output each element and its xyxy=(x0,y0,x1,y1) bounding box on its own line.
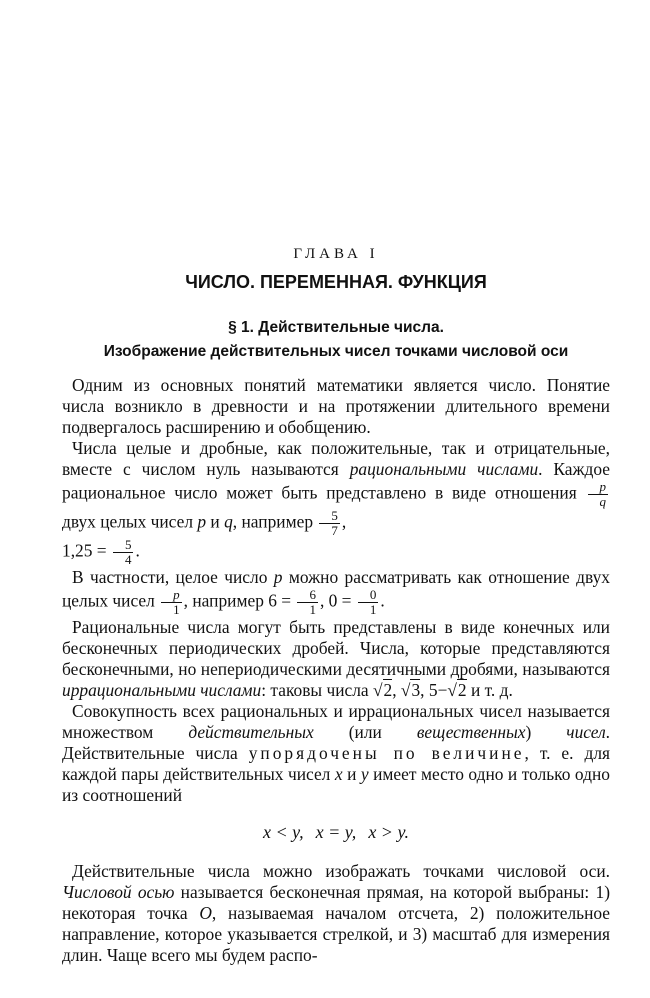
text: . Каждое рациональное число может быть представлено в виде отношения xyxy=(62,459,610,503)
text: и xyxy=(342,764,361,784)
term-rational: рациональными числами xyxy=(349,459,539,479)
numerator: 5 xyxy=(113,538,134,553)
var-q: q xyxy=(224,511,233,532)
relation-greater: x > y. xyxy=(368,822,409,842)
denominator: 4 xyxy=(124,552,132,567)
text: Рациональные числа могут быть представлены в виде конечных или бесконечных периодических дробей. Числа, которые представляются бесконечными, но непериодическими десятичными дробями, называются xyxy=(62,617,610,679)
numerator: p xyxy=(161,588,182,603)
text: ) xyxy=(525,722,567,742)
section-subtitle: Изображение действительных чисел точками числовой оси xyxy=(103,343,569,360)
fraction-p-q xyxy=(588,480,609,509)
text: (или xyxy=(313,722,417,742)
spaced-phrase: упорядочены по величине xyxy=(248,743,525,763)
numerator: 6 xyxy=(297,588,318,603)
sqrt-3: 3 xyxy=(411,680,421,700)
denominator: 1 xyxy=(309,602,316,617)
text: , например 6 = xyxy=(183,590,296,611)
relation-less: x < y, xyxy=(263,822,304,842)
text: двух целых чисел xyxy=(62,511,198,532)
text: называется бесконечная прямая, на которой выбраны: 1) некоторая точка xyxy=(62,882,610,923)
chapter-heading: ГЛАВА I xyxy=(293,246,379,262)
fraction-6-1 xyxy=(297,588,318,617)
var-x: x xyxy=(334,764,343,784)
numerator: 5 xyxy=(319,509,340,524)
text: , т. е. для каждой пары действительных чисел xyxy=(62,743,611,784)
fraction-0-1 xyxy=(358,588,379,617)
var-p: p xyxy=(197,511,207,532)
paragraph-3 xyxy=(62,567,610,617)
numerator: 0 xyxy=(358,588,379,603)
paragraph-4 xyxy=(62,617,610,701)
sqrt-2b: 2 xyxy=(457,680,467,700)
var-y: y xyxy=(360,764,369,784)
text: . Действительные числа xyxy=(62,722,611,763)
text: : таковы числа xyxy=(261,680,373,700)
section-title: § 1. Действительные числа. xyxy=(228,319,444,336)
paragraph-6 xyxy=(62,861,610,966)
fraction-5-7 xyxy=(319,509,340,538)
sqrt-sign: √ xyxy=(372,680,383,700)
term-irrational: иррациональными числами xyxy=(62,680,262,700)
text: Действительные числа можно изображать точками числовой оси. xyxy=(72,861,610,881)
text: , 5− xyxy=(420,680,448,700)
denominator: q xyxy=(599,494,606,509)
chapter-title: ЧИСЛО. ПЕРЕМЕННАЯ. ФУНКЦИЯ xyxy=(185,272,487,292)
paragraph-2 xyxy=(62,438,610,567)
denominator: 1 xyxy=(369,602,377,617)
text: Совокупность всех рациональных и иррациональных чисел называется множеством xyxy=(62,701,610,742)
sqrt-2: 2 xyxy=(383,680,393,700)
term-real-alt: вещественных xyxy=(416,722,526,742)
paragraph-5 xyxy=(62,701,610,806)
denominator: 1 xyxy=(173,602,180,617)
term-numbers: чисел xyxy=(566,722,606,742)
numerator: p xyxy=(588,480,609,495)
text: Числа целые и дробные, как положительные, так и отрицательные, вместе с числом нуль называются xyxy=(62,438,610,479)
text: В частности, целое число xyxy=(72,567,274,587)
sqrt-sign: √ xyxy=(447,680,457,700)
point-o: O xyxy=(199,903,212,923)
text: и xyxy=(206,511,225,532)
text: , 0 = xyxy=(319,590,356,611)
sqrt-sign: √ xyxy=(400,680,411,700)
text: , xyxy=(341,511,347,532)
fraction-5-4 xyxy=(113,538,134,567)
text: 1,25 = xyxy=(62,540,111,561)
body-text xyxy=(62,375,610,966)
paragraph-1: Одним из основных понятий математики является число. Понятие числа возникло в древности и на протяжении длительного времени подвергалось расширению и обобщению. xyxy=(62,375,610,437)
term-number-axis: Числовой осью xyxy=(62,882,175,902)
text: , называемая началом отсчета, 2) положительное направление, которое указывается стрелкой, и 3) масштаб для измерения длин. Чаще всего мы будем распо- xyxy=(62,903,611,965)
var-p: p xyxy=(273,567,283,587)
relation-equal: x = y, xyxy=(315,822,357,842)
text: . xyxy=(135,540,140,561)
text: можно рассматривать как отношение двух целых чисел xyxy=(62,567,610,611)
text: , xyxy=(392,680,401,700)
text: и т. д. xyxy=(466,680,513,700)
denominator: 7 xyxy=(331,523,338,538)
text: , например xyxy=(232,511,318,532)
text: . xyxy=(380,590,385,611)
relations-formula xyxy=(62,822,610,843)
text: имеет место одно и только одно из соотношений xyxy=(62,764,610,805)
fraction-p-1 xyxy=(161,588,182,617)
term-real: действительных xyxy=(188,722,314,742)
